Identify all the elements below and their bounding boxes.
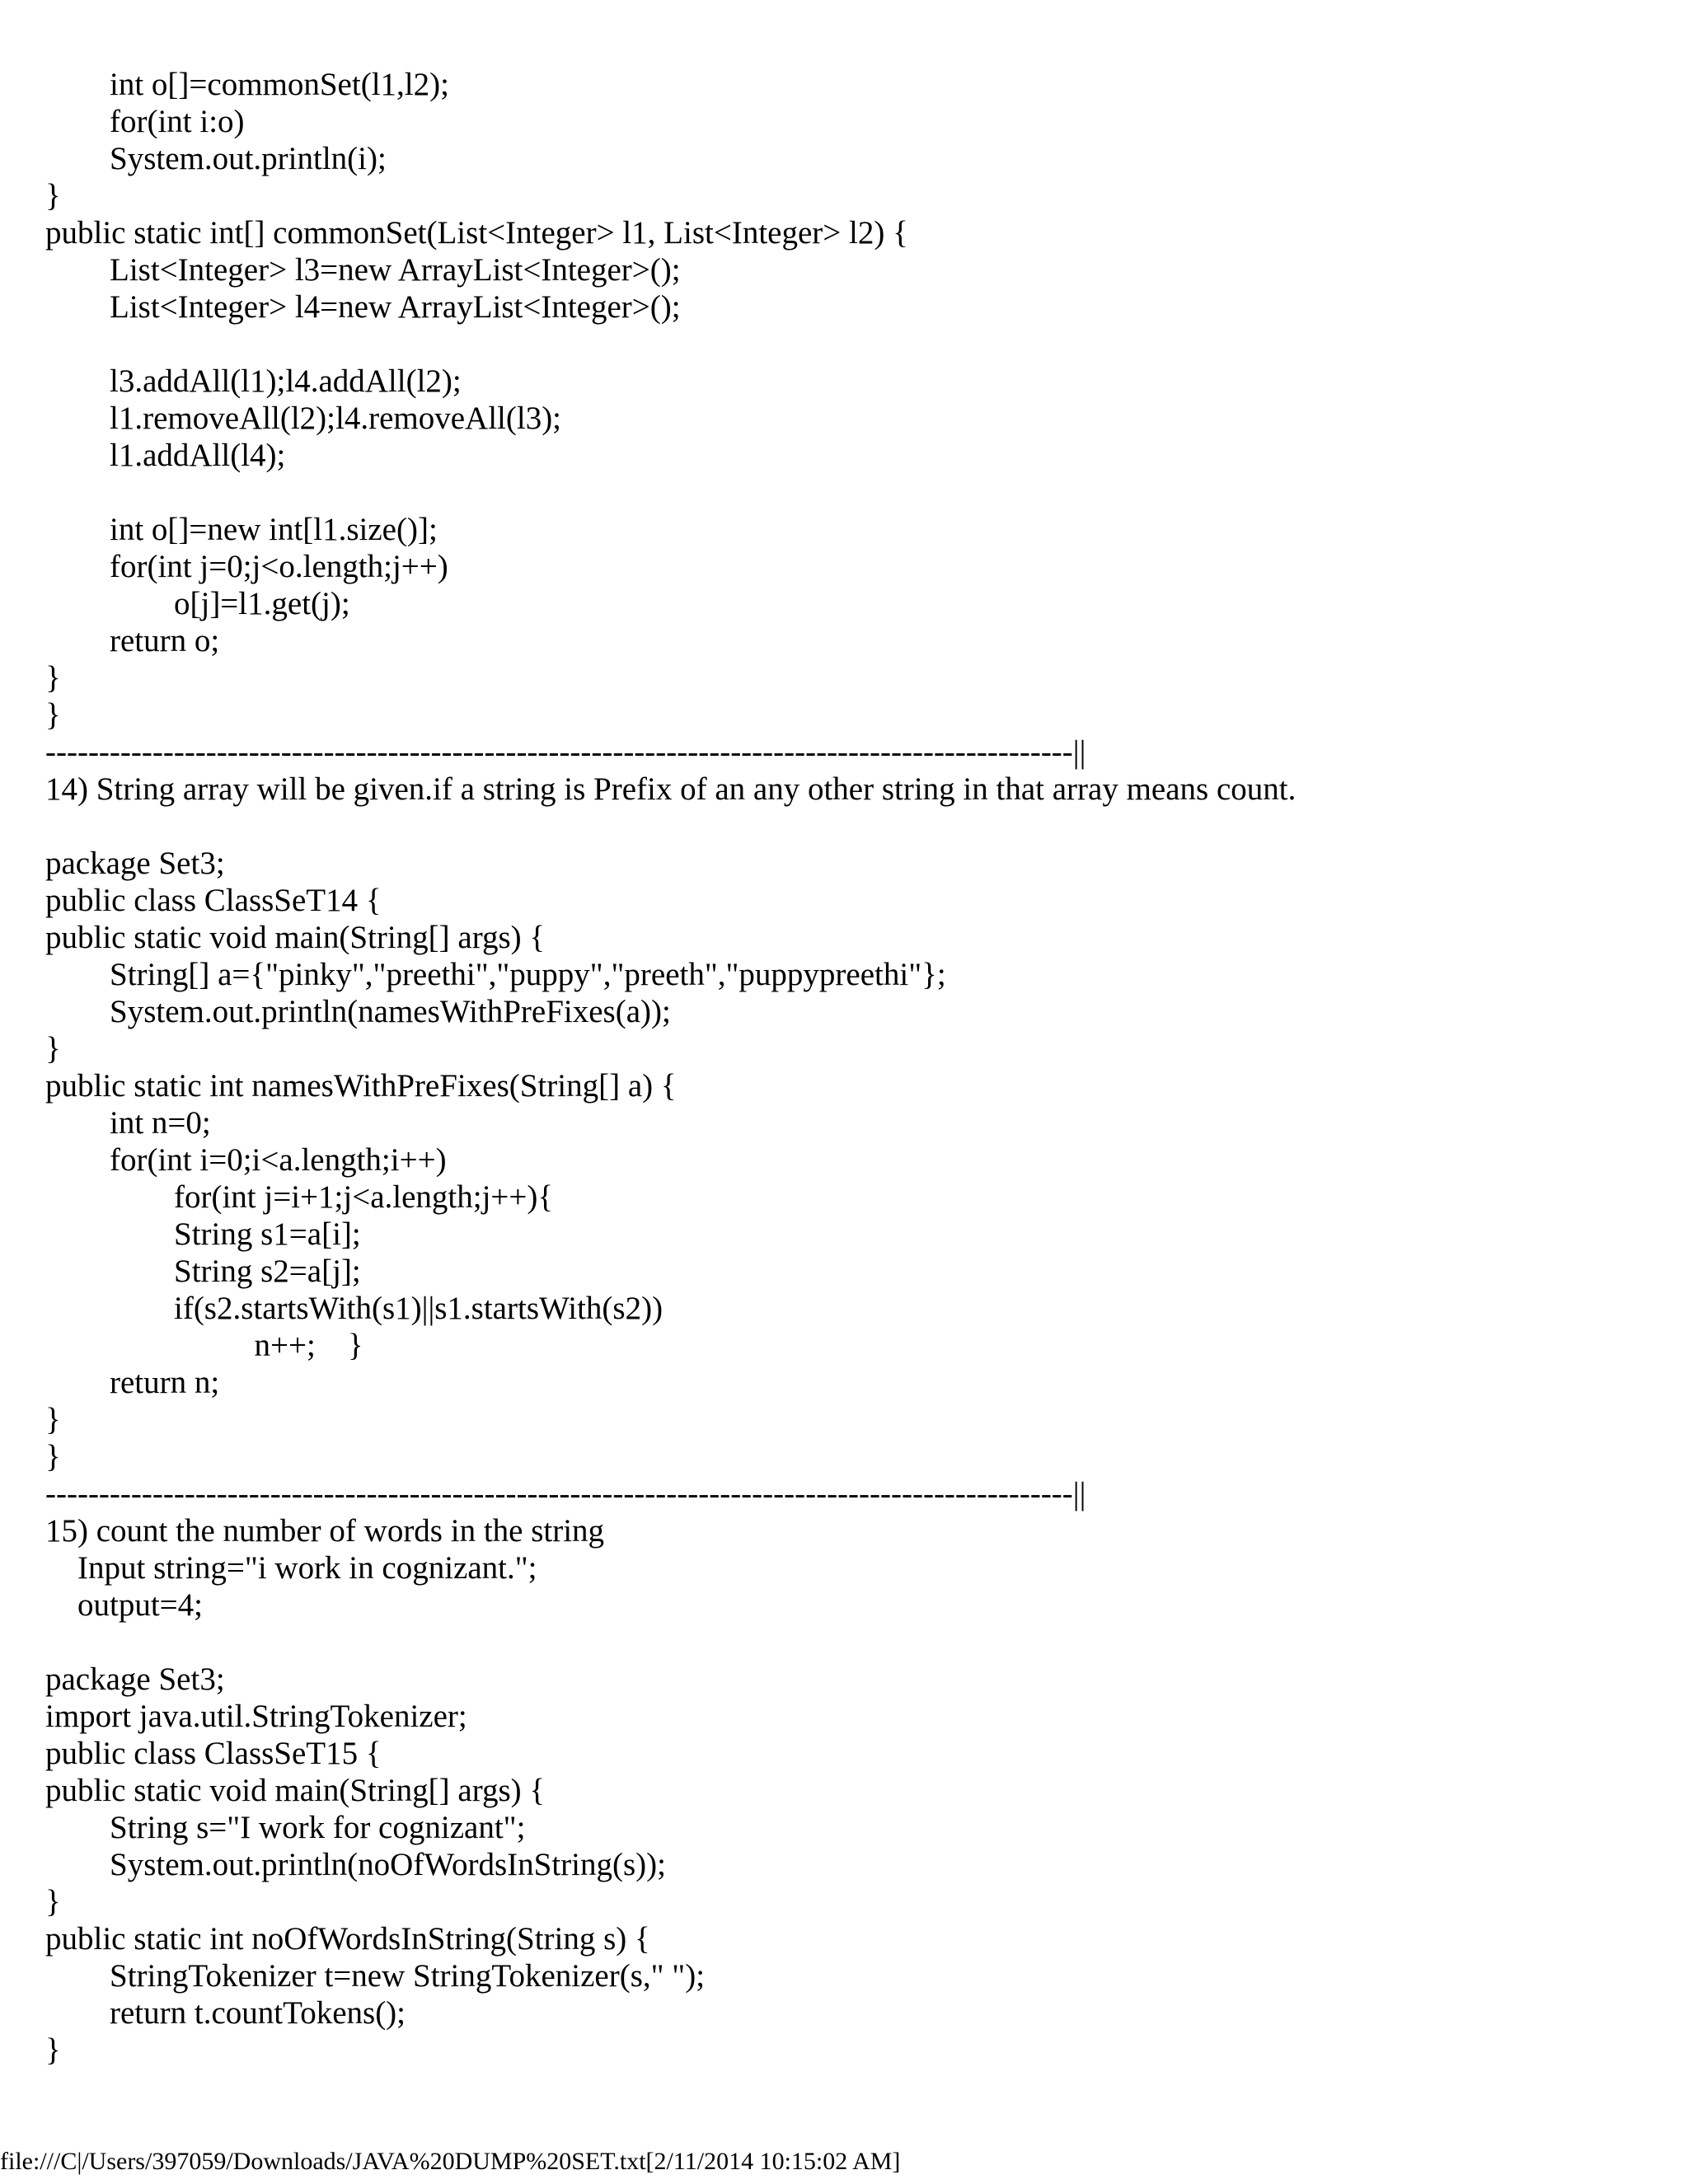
code-line: l3.addAll(l1);l4.addAll(l2); (45, 363, 462, 399)
code-line: System.out.println(i); (45, 141, 387, 176)
code-line: 15) count the number of words in the string (45, 1513, 605, 1549)
blank-line (45, 474, 1653, 511)
code-line: StringTokenizer t=new StringTokenizer(s," "); (45, 1958, 706, 1994)
code-line: String s1=a[i]; (45, 1216, 361, 1252)
code-line: output=4; (45, 1587, 204, 1623)
blank-line (45, 1624, 1653, 1661)
code-line: if(s2.startsWith(s1)||s1.startsWith(s2)) (45, 1291, 663, 1326)
code-line: } (45, 1439, 61, 1474)
code-line: } (45, 660, 61, 696)
code-line: n++; } (45, 1328, 363, 1363)
code-document (45, 66, 1653, 2069)
code-line: String[] a={"pinky","preethi","puppy","preeth","puppypreethi"}; (45, 957, 946, 992)
code-line: public static void main(String[] args) { (45, 920, 546, 955)
code-line: l1.addAll(l4); (45, 438, 286, 473)
code-line: public static int[] commonSet(List<Integer> l1, List<Integer> l2) { (45, 215, 908, 251)
code-line: for(int i:o) (45, 104, 245, 139)
code-line: } (45, 1031, 61, 1066)
code-line: int o[]=commonSet(l1,l2); (45, 67, 449, 102)
code-line: return t.countTokens(); (45, 1995, 406, 2031)
page-footer-url: file:///C|/Users/397059/Downloads/JAVA%20DUMP%20SET.txt[2/11/2014 10:15:02 AM] (0, 2148, 901, 2175)
code-line: o[j]=l1.get(j); (45, 586, 350, 621)
blank-line (45, 808, 1653, 845)
code-line: String s2=a[j]; (45, 1254, 361, 1289)
code-line: ------------------------------------------------------------------------------------------------|| (45, 1476, 1086, 1511)
code-line: l1.removeAll(l2);l4.removeAll(l3); (45, 401, 562, 436)
code-line: for(int j=i+1;j<a.length;j++){ (45, 1179, 554, 1215)
code-line: for(int i=0;i<a.length;i++) (45, 1142, 447, 1178)
code-line: } (45, 178, 61, 213)
code-line: public static void main(String[] args) { (45, 1773, 546, 1808)
code-line: 14) String array will be given.if a string is Prefix of an any other string in that array means count. (45, 771, 1296, 807)
code-line: List<Integer> l3=new ArrayList<Integer>(); (45, 252, 681, 288)
code-line: package Set3; (45, 846, 225, 881)
code-line: } (45, 2032, 61, 2068)
code-line: } (45, 697, 61, 733)
code-line: System.out.println(namesWithPreFixes(a)); (45, 994, 671, 1029)
code-line: } (45, 1402, 61, 1437)
blank-line (45, 326, 1653, 363)
code-line: return o; (45, 623, 220, 658)
code-line: int n=0; (45, 1105, 211, 1141)
code-line: public static int namesWithPreFixes(String[] a) { (45, 1068, 677, 1104)
code-line: for(int j=0;j<o.length;j++) (45, 549, 448, 584)
code-line: } (45, 1884, 61, 1919)
code-line: package Set3; (45, 1661, 225, 1697)
code-line: public static int noOfWordsInString(String s) { (45, 1921, 650, 1957)
code-line: Input string="i work in cognizant."; (45, 1550, 537, 1586)
code-line: return n; (45, 1365, 220, 1400)
code-line: System.out.println(noOfWordsInString(s)); (45, 1847, 666, 1882)
code-line: public class ClassSeT14 { (45, 883, 382, 918)
code-line: ------------------------------------------------------------------------------------------------|| (45, 734, 1086, 770)
code-line: String s="I work for cognizant"; (45, 1810, 526, 1845)
code-line: import java.util.StringTokenizer; (45, 1699, 467, 1734)
code-line: int o[]=new int[l1.size()]; (45, 512, 438, 547)
code-line: List<Integer> l4=new ArrayList<Integer>(); (45, 289, 681, 325)
code-line: public class ClassSeT15 { (45, 1736, 382, 1771)
